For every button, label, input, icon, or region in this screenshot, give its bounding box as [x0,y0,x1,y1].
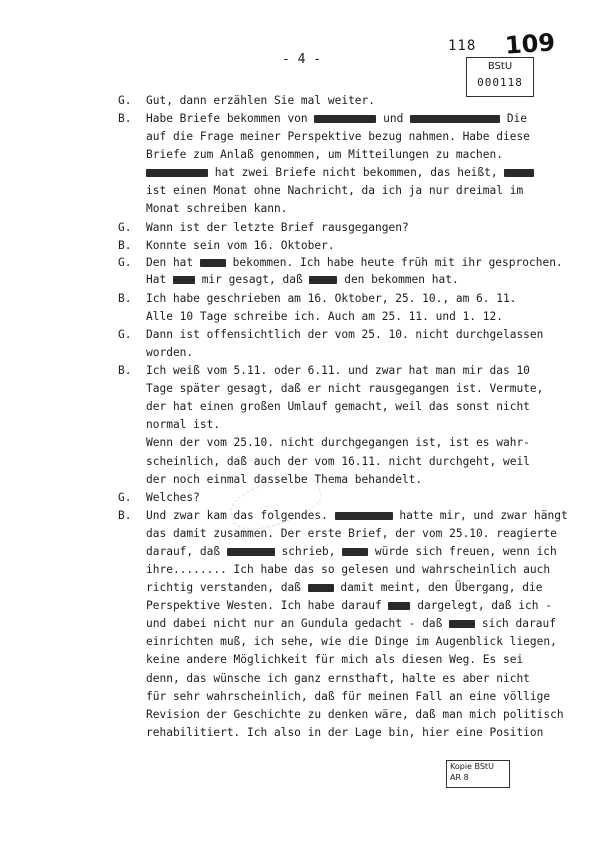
transcript-line [146,418,220,432]
redaction-bar [308,584,334,592]
transcript-line [146,148,503,162]
redaction-bar [342,548,368,556]
transcript-line [146,527,557,541]
transcript-line [146,328,543,342]
bstu-stamp-label: BStU [487,61,513,72]
transcript-line [146,581,542,595]
speaker-label: B. [118,292,132,305]
transcript-line [146,545,557,559]
transcript-line [146,239,335,253]
transcript-line [146,509,568,523]
transcript-line [146,473,422,487]
transcript-line [146,310,503,324]
transcript-line [146,635,557,649]
line-text: Perspektive Westen. Ich habe darauf [146,599,389,612]
line-text: und dabei nicht nur an Gundula gedacht - daß [146,617,450,630]
transcript-line [146,708,564,722]
line-text: der hat einen großen Umlauf gemacht, weil das sonst nicht [146,400,530,413]
bstu-stamp [466,57,534,97]
redaction-bar [449,620,475,628]
transcript-line [146,726,543,740]
transcript-line [146,346,193,360]
line-text: würde sich freuen, wenn ich [368,545,557,558]
line-text: Den hat [146,256,200,269]
transcript-line [146,94,375,108]
page-number: - 4 - [282,52,322,67]
transcript-line [146,130,530,144]
line-text: Revision der Geschichte zu denken wäre, daß man mich politisch [146,708,564,721]
redaction-bar [173,276,195,284]
line-text: Gut, dann erzählen Sie mal weiter. [146,94,376,107]
transcript-line [146,653,523,667]
line-text: und [376,112,411,125]
transcript-line [146,112,527,126]
line-text: das damit zusammen. Der erste Brief, der vom 25.10. reagierte [146,527,557,540]
transcript-line [146,672,530,686]
transcript-line [146,292,516,306]
redaction-bar [146,169,208,177]
transcript-line [146,455,530,469]
speaker-label: B. [118,112,132,125]
line-text: dargelegt, daß ich - [410,599,552,612]
redaction-bar [410,115,500,123]
speaker-label: G. [118,221,132,234]
transcript-line [146,273,459,287]
transcript-line [146,221,409,235]
redaction-bar [504,169,534,177]
bstu-stamp-number: 000118 [477,76,523,89]
redaction-bar [227,548,275,556]
line-text: bekommen. Ich habe heute früh mit ihr gesprochen. [225,256,563,269]
speaker-label: G. [118,256,132,269]
transcript-line [146,436,530,450]
speaker-label: G. [118,491,132,504]
line-text: damit meint, den Übergang, die [333,581,543,594]
line-text: einrichten muß, ich sehe, wie die Dinge im Augenblick liegen, [146,635,557,648]
redaction-bar [314,115,376,123]
line-text: Und zwar kam das folgendes. [146,509,335,522]
speaker-label: B. [118,239,132,252]
copy-stamp-line2: AR 8 [450,773,469,782]
line-text: richtig verstanden, daß [146,581,308,594]
line-text: Dann ist offensichtlich der vom 25. 10. nicht durchgelassen [146,328,544,341]
speaker-label: B. [118,364,132,377]
copy-stamp [446,760,510,788]
line-text: Welches? [146,491,200,504]
line-text: Tage später gesagt, daß er nicht rausgegangen ist. Vermute, [146,382,544,395]
line-text: Konnte sein vom 16. Oktober. [146,239,335,252]
transcript-line [146,563,550,577]
line-text: hat zwei Briefe nicht bekommen, das heißt, [208,166,505,179]
redaction-bar [335,512,393,520]
transcript-line [146,599,552,613]
line-text: Ich habe geschrieben am 16. Oktober, 25. 10., am 6. 11. [146,292,517,305]
transcript-line [146,690,550,704]
line-text: der noch einmal dasselbe Thema behandelt. [146,473,423,486]
line-text: Monat schreiben kann. [146,202,288,215]
line-text: den bekommen hat. [337,273,459,286]
redaction-bar [388,602,410,610]
line-text: Ich weiß vom 5.11. oder 6.11. und zwar hat man mir das 10 [146,364,530,377]
copy-stamp-line1: Kopie BStU [450,762,494,771]
redaction-bar [200,259,226,267]
archive-number: 118 [448,38,477,54]
line-text: auf die Frage meiner Perspektive bezug nahmen. Habe diese [146,130,530,143]
speaker-label: G. [118,328,132,341]
transcript-line [146,256,563,270]
line-text: hatte mir, und zwar hängt [392,509,568,522]
line-text: Alle 10 Tage schreibe ich. Auch am 25. 11. und 1. 12. [146,310,503,323]
line-text: Wenn der vom 25.10. nicht durchgegangen ist, ist es wahr- [146,436,530,449]
line-text: scheinlich, daß auch der vom 16.11. nicht durchgeht, weil [146,455,530,468]
line-text: schrieb, [274,545,343,558]
line-text: ist einen Monat ohne Nachricht, da ich ja nur dreimal im [146,184,524,197]
line-text: sich darauf [475,617,556,630]
line-text: rehabilitiert. Ich also in der Lage bin, hier eine Position [146,726,544,739]
speaker-label: B. [118,509,132,522]
transcript-line [146,617,556,631]
line-text: Die [500,112,528,125]
handwritten-page-number: 109 [504,28,557,60]
line-text: mir gesagt, daß [194,273,310,286]
line-text: darauf, daß [146,545,227,558]
transcript-line [146,382,543,396]
transcript-line [146,491,200,505]
speaker-label: G. [118,94,132,107]
line-text: für sehr wahrscheinlich, daß für meinen Fall an eine völlige [146,690,551,703]
line-text: Hat [146,273,173,286]
transcript-line [146,184,523,198]
line-text: Briefe zum Anlaß genommen, um Mitteilungen zu machen. [146,148,503,161]
line-text: Wann ist der letzte Brief rausgegangen? [146,221,409,234]
line-text: ihre........ Ich habe das so gelesen und wahrscheinlich auch [146,563,551,576]
line-text: Habe Briefe bekommen von [146,112,315,125]
redaction-bar [309,276,337,284]
line-text: denn, das wünsche ich ganz ernsthaft, halte es aber nicht [146,672,530,685]
transcript-line [146,166,534,180]
transcript-line [146,202,287,216]
transcript-line [146,400,530,414]
line-text: normal ist. [146,418,221,431]
line-text: worden. [146,346,194,359]
transcript-line [146,364,530,378]
line-text: keine andere Möglichkeit für mich als diesen Weg. Es sei [146,653,524,666]
